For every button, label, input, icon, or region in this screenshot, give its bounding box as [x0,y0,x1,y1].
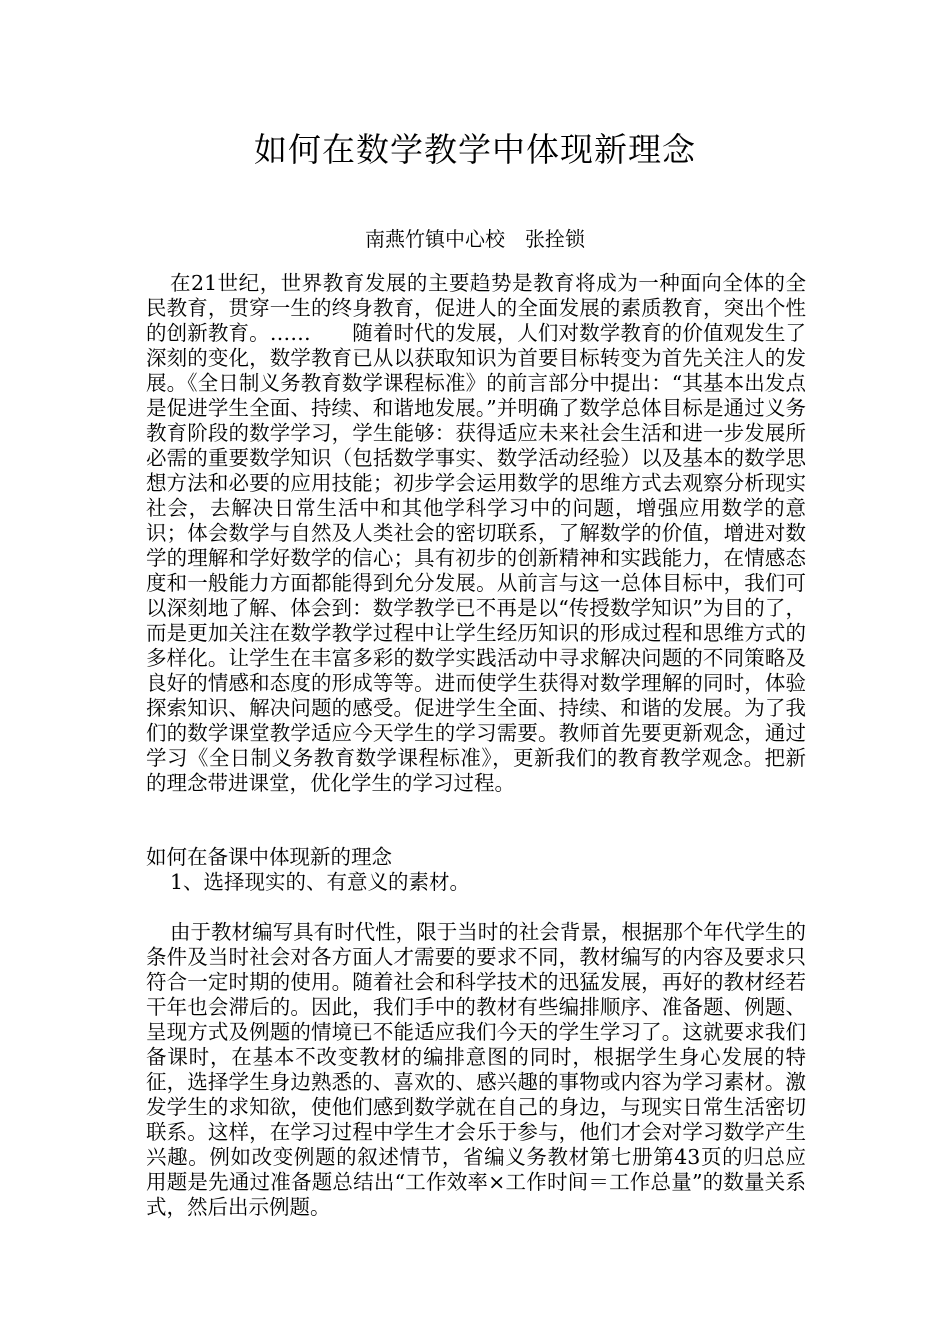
intro-paragraph: 在21世纪，世界教育发展的主要趋势是教育将成为一种面向全体的全民教育，贯穿一生的终身教育，促进人的全面发展的素质教育，突出个性的创新教育。…… 随着时代的发展，人们对数学教育的价值观发生了深刻的变化，数学教育已从以获取知识为首要目标转变为首先关注人的发展。《全日制义务教育数学课程标准》的前言部分中提出：“其基本出发点是促进学生全面、持续、和谐地发展。”并明确了数学总体目标是通过义务教育阶段的数学学习，学生能够：获得适应未来社会生活和进一步发展所必需的重要数学知识（包括数学事实、数学活动经验）以及基本的数学思想方法和必要的应用技能；初步学会运用数学的思维方式去观察分析现实社会，去解决日常生活中和其他学科学习中的问题，增强应用数学的意识；体会数学与自然及人类社会的密切联系，了解数学的价值，增进对数学的理解和学好数学的信心；具有初步的创新精神和实践能力，在情感态度和一般能力方面都能得到允分发展。从前言与这一总体目标中，我们可以深刻地了解、体会到：数学教学已不再是以“传授数学知识”为目的了，而是更加关注在数学教学过程中让学生经历知识的形成过程和思维方式的多样化。让学生在丰富多彩的数学实践活动中寻求解决问题的不同策略及良好的情感和态度的形成等等。进而使学生获得对数学理解的同时，体验探索知识、解决问题的感受。促进学生全面、持续、和谐的发展。为了我们的数学课堂教学适应今天学生的学习需要。教师首先要更新观念，通过学习《全日制义务教育数学课程标准》，更新我们的教育教学观念。把新的理念带进课堂，优化学生的学习过程。 [146,271,806,795]
section-heading: 如何在备课中体现新的理念 [146,845,392,869]
author-line: 南燕竹镇中心校 张拴锁 [365,227,585,251]
document-title: 如何在数学教学中体现新理念 [254,130,696,169]
subsection-heading: 1、选择现实的、有意义的素材。 [170,870,471,894]
body-paragraph: 由于教材编写具有时代性，限于当时的社会背景，根据那个年代学生的条件及当时社会对各方面人才需要的要求不同，教材编写的内容及要求只符合一定时期的使用。随着社会和科学技术的迅猛发展，再好的教材经若干年也会滞后的。因此，我们手中的教材有些编排顺序、准备题、例题、呈现方式及例题的情境已不能适应我们今天的学生学习了。这就要求我们备课时，在基本不改变教材的编排意图的同时，根据学生身心发展的特征，选择学生身边熟悉的、喜欢的、感兴趣的事物或内容为学习素材。激发学生的求知欲，使他们感到数学就在自己的身边，与现实日常生活密切联系。这样，在学习过程中学生才会乐于参与，他们才会对学习数学产生兴趣。例如改变例题的叙述情节，省编义务教材第七册第43页的归总应用题是先通过准备题总结出“工作效率×工作时间＝工作总量”的数量关系式，然后出示例题。 [146,920,806,1219]
